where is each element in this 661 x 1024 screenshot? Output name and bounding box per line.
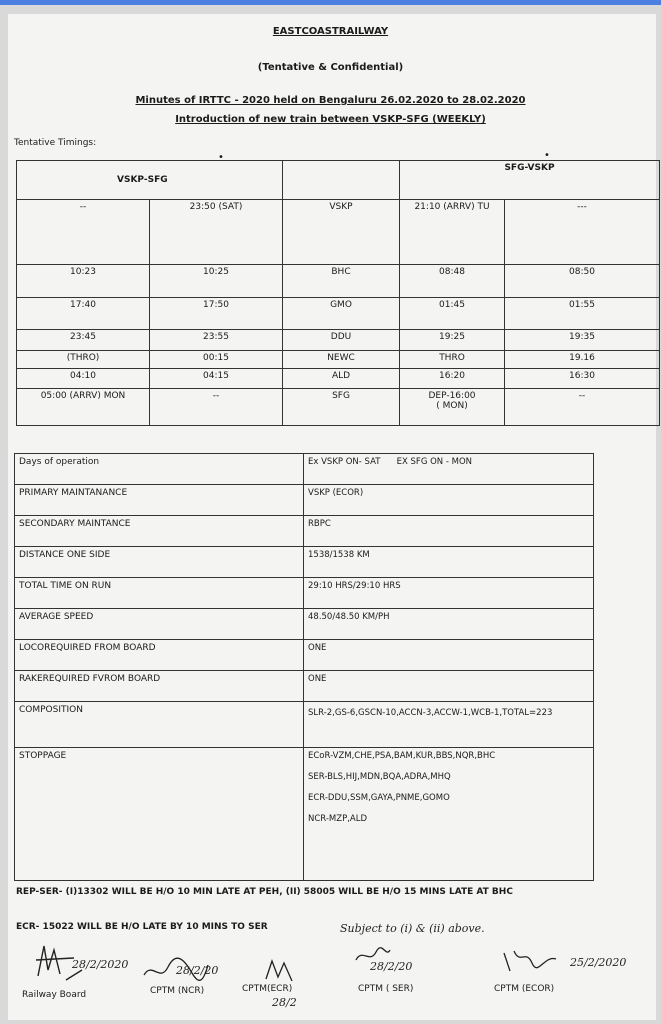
scan-mark: • — [218, 152, 224, 163]
handwritten-date: 25/2/2020 — [570, 956, 627, 969]
station-cell: BHC — [283, 264, 400, 297]
arrival-cell: 04:10 — [17, 368, 150, 388]
detail-value: VSKP (ECOR) — [304, 485, 594, 516]
detail-label: LOCOREQUIRED FROM BOARD — [15, 640, 304, 671]
sig-cptm-ncr: CPTM (NCR) — [150, 986, 205, 996]
detail-value: 29:10 HRS/29:10 HRS — [304, 578, 594, 609]
handwritten-date: 28/2/2020 — [72, 958, 129, 971]
arrival-cell: -- — [17, 199, 150, 264]
detail-row — [15, 702, 594, 748]
detail-label: STOPPAGE — [15, 748, 304, 881]
detail-row — [15, 671, 594, 702]
table-row — [17, 297, 660, 330]
detail-row — [15, 578, 594, 609]
detail-value: RBPC — [304, 516, 594, 547]
table-row — [17, 368, 660, 388]
arrival-cell: 17:40 — [17, 297, 150, 330]
subject-handwriting: Subject to (i) & (ii) above. — [340, 922, 485, 935]
sig-cptm-ser: CPTM ( SER) — [358, 984, 414, 994]
tentative-label: Tentative Timings: — [14, 138, 97, 148]
detail-row — [15, 640, 594, 671]
departure-cell: 00:15 — [150, 350, 283, 368]
departure-cell: 17:50 — [150, 297, 283, 330]
detail-label: DISTANCE ONE SIDE — [15, 547, 304, 578]
sig-railway-board: Railway Board — [22, 990, 87, 1000]
departure-cell: 10:25 — [150, 264, 283, 297]
timings-header-row — [17, 161, 660, 200]
detail-row — [15, 748, 594, 881]
top-accent-bar — [0, 0, 661, 5]
departure-cell: 04:15 — [150, 368, 283, 388]
detail-value: ONE — [304, 640, 594, 671]
detail-value: 48.50/48.50 KM/PH — [304, 609, 594, 640]
detail-row — [15, 609, 594, 640]
station-header — [283, 161, 400, 200]
detail-label: AVERAGE SPEED — [15, 609, 304, 640]
arrival-cell: (THRO) — [17, 350, 150, 368]
table-row — [17, 264, 660, 297]
details-table — [14, 453, 594, 881]
return-arrival-cell: 19:25 — [400, 330, 505, 350]
return-arrival-cell: 01:45 — [400, 297, 505, 330]
table-row — [17, 350, 660, 368]
station-cell: VSKP — [283, 199, 400, 264]
station-cell: NEWC — [283, 350, 400, 368]
return-arrival-cell: THRO — [400, 350, 505, 368]
return-departure-cell: 19:35 — [505, 330, 660, 350]
detail-label: PRIMARY MAINTANANCE — [15, 485, 304, 516]
table-row — [17, 199, 660, 264]
detail-row — [15, 516, 594, 547]
departure-cell: -- — [150, 389, 283, 426]
station-cell: DDU — [283, 330, 400, 350]
scan-mark: • — [544, 150, 550, 161]
return-departure-cell: 01:55 — [505, 297, 660, 330]
detail-label: SECONDARY MAINTANCE — [15, 516, 304, 547]
intro-title: Introduction of new train between VSKP-SFG (WEEKLY) — [175, 114, 486, 125]
sig-cptm-ecr: CPTM(ECR) — [242, 984, 293, 994]
arrival-cell: 05:00 (ARRV) MON — [17, 389, 150, 426]
station-cell: GMO — [283, 297, 400, 330]
stoppage-line: ECoR-VZM,CHE,PSA,BAM,KUR,BBS,NQR,BHC — [308, 751, 496, 761]
railway-title: EASTCOASTRAILWAY — [272, 26, 389, 37]
sfg-vskp-header: SFG-VSKP — [400, 161, 660, 200]
stoppage-line: ECR-DDU,SSM,GAYA,PNME,GOMO — [308, 793, 450, 803]
detail-value: ONE — [304, 671, 594, 702]
handwritten-date: 28/2/20 — [370, 960, 413, 973]
signature-scribble — [262, 955, 302, 985]
detail-label: TOTAL TIME ON RUN — [15, 578, 304, 609]
table-row — [17, 389, 660, 426]
confidential-label: (Tentative & Confidential) — [257, 62, 404, 73]
vskp-sfg-header: VSKP-SFG — [17, 161, 283, 200]
detail-value: 1538/1538 KM — [304, 547, 594, 578]
station-cell: SFG — [283, 389, 400, 426]
return-departure-cell: 19.16 — [505, 350, 660, 368]
detail-row — [15, 485, 594, 516]
departure-cell: 23:55 — [150, 330, 283, 350]
departure-cell: 23:50 (SAT) — [150, 199, 283, 264]
return-departure-cell: 08:50 — [505, 264, 660, 297]
rep-ser-note: REP-SER- (I)13302 WILL BE H/O 10 MIN LATE AT PEH, (II) 58005 WILL BE H/O 15 MINS LATE AT BHC — [16, 887, 513, 897]
signature-scribble — [500, 945, 560, 975]
table-row — [17, 330, 660, 350]
arrival-cell: 23:45 — [17, 330, 150, 350]
detail-value: SLR-2,GS-6,GSCN-10,ACCN-3,ACCW-1,WCB-1,TOTAL=223 — [304, 702, 594, 748]
return-arrival-cell: 16:20 — [400, 368, 505, 388]
stoppage-line: NCR-MZP,ALD — [308, 814, 368, 824]
return-arrival-cell: 08:48 — [400, 264, 505, 297]
return-departure-cell: -- — [505, 389, 660, 426]
detail-row — [15, 547, 594, 578]
return-departure-cell: 16:30 — [505, 368, 660, 388]
arrival-cell: 10:23 — [17, 264, 150, 297]
sig-cptm-ecor: CPTM (ECOR) — [494, 984, 555, 994]
station-cell: ALD — [283, 368, 400, 388]
handwritten-date: 28/2 — [272, 996, 297, 1009]
detail-value: Ex VSKP ON- SAT EX SFG ON - MON — [304, 454, 594, 485]
ecr-note: ECR- 15022 WILL BE H/O LATE BY 10 MINS TO SER — [16, 922, 268, 932]
timings-table — [16, 160, 660, 426]
return-departure-cell: --- — [505, 199, 660, 264]
return-arrival-cell: DEP-16:00 ( MON) — [400, 389, 505, 426]
detail-label: COMPOSITION — [15, 702, 304, 748]
stoppage-line: SER-BLS,HIJ,MDN,BQA,ADRA,MHQ — [308, 772, 451, 782]
stoppage-list — [304, 748, 594, 881]
handwritten-date: 28/2/20 — [176, 964, 219, 977]
detail-label: Days of operation — [15, 454, 304, 485]
minutes-title: Minutes of IRTTC - 2020 held on Bengaluru 26.02.2020 to 28.02.2020 — [135, 95, 526, 106]
detail-row — [15, 454, 594, 485]
return-arrival-cell: 21:10 (ARRV) TU — [400, 199, 505, 264]
detail-label: RAKEREQUIRED FVROM BOARD — [15, 671, 304, 702]
